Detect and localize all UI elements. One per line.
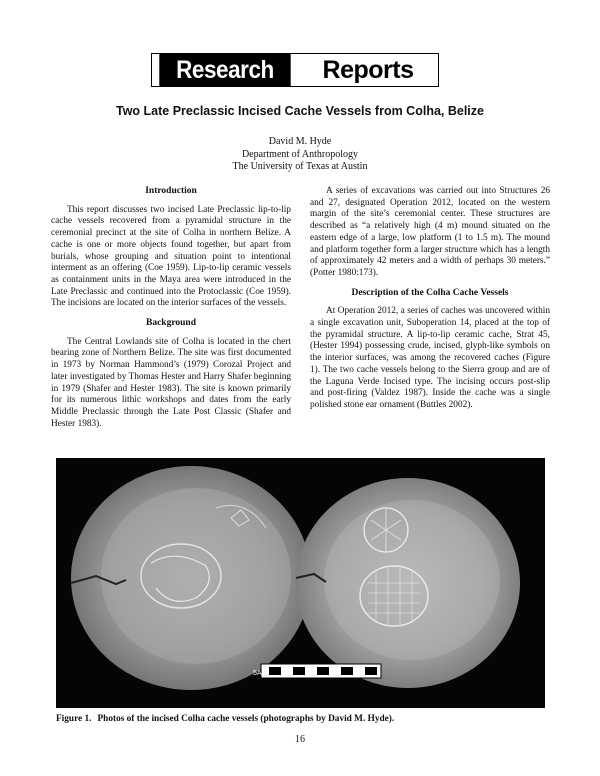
introduction-heading: Introduction [145,186,197,196]
vessels-heading: Description of the Colha Cache Vessels [351,287,509,298]
introduction-paragraph: This report discusses two incised Late Preclassic lip-to-lip cache vessels recovered from a pyramidal structure in the ceremonial precinct at the site of Colha in northern Belize. A cache is one or more objects found together, but apart from burials, whose grouping and situation point to intentional interment as an offering (Coe 1959). Lip-to-lip ceramic vessels as containment units in the Maya area were introduced in the Late Preclassic and continued into the Protoclassic (Coe 1959). The incisions are located on the interior surfaces of the vessels. [51,204,291,309]
scale-label: 5A [253,670,262,677]
figure-number: Figure 1. [56,714,92,724]
vessels-paragraph: At Operation 2012, a series of caches was uncovered within a single excavation unit, Suboperation 14, placed at the top of the pyramidal structure. A lip-to-lip ceramic cache, Strat 45, (Hester 1994) possessing crude, incised, glyph-like symbols on the interior surfaces, was among the recovered caches (Figure 1). The two cache vessels belong to the Sierra group and are of the Laguna Verde Incised type. The incising occurs post-slip and post-firing (Valdez 1987). Inside the cache was a single polished stone ear ornament (Buttles 2002). [310,306,550,410]
banner-reports: Reports [298,54,438,86]
right-vessel [296,478,520,688]
figure-caption-text: Photos of the incised Colha cache vessels (photographs by David M. Hyde). [97,714,395,724]
page-number: 16 [295,734,305,745]
excavation-paragraph: A series of excavations was carried out into Structures 26 and 27, designated Operation 2012, located on the western margin of the site’s ceremonial center. These structures are described as “a relatively high (4 m) mound situated on the eastern edge of a large, low platform (1 to 1.5 m). The mound and platform together form a larger structure which has a length of approximately 42 meters and a width of perhaps 30 meters.” (Potter 1980:173). [310,186,550,278]
cache-vessels-photo [56,458,545,708]
banner-research: Research [159,54,290,86]
author-name: David M. Hyde [268,136,332,147]
right-column [310,186,550,420]
figure-caption [56,714,545,724]
author-block [100,136,500,174]
background-heading: Background [146,318,196,329]
scale-bar [253,664,381,678]
figure-photo [56,458,545,708]
article-title: Two Late Preclassic Incised Cache Vessels from Colha, Belize [116,104,484,118]
author-department: Department of Anthropology [241,148,359,160]
background-paragraph: The Central Lowlands site of Colha is located in the chert bearing zone of Northern Belize. The site was first documented in 1973 by Norman Hammond’s (1979) Corozal Project and later investigated by Thomas Hester and Harry Shafer beginning in 1979 (Shafer and Hester 1983). The site is known primarily for its numerous lithic workshops and dates from the early Middle Preclassic through the Late Post Classic (Shafer and Hester 1983). [51,336,291,429]
left-column [51,186,291,438]
section-banner [151,53,439,87]
author-institution: The University of Texas at Austin [232,161,368,172]
left-vessel [71,466,311,690]
